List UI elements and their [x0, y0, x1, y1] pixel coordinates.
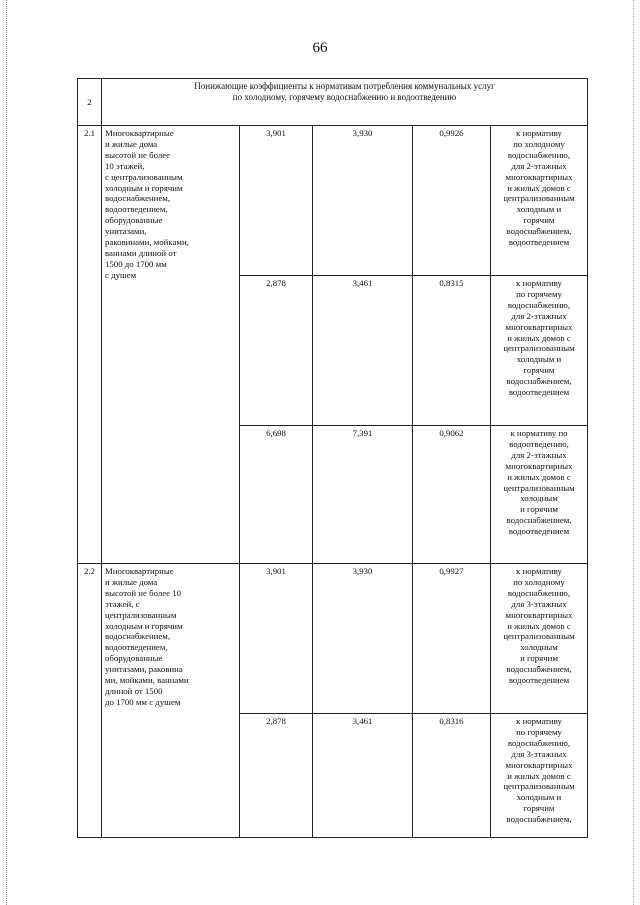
value-1: 3,901	[266, 566, 286, 576]
value-2: 3,461	[352, 278, 373, 288]
value-cell-3	[413, 276, 491, 426]
value-cell-1	[240, 564, 313, 714]
note-text: к нормативу по горячему водоснабжению, для 3-этажных многоквартирных и жилых домов с централизованным холодным и горячим водоснабжением,	[503, 716, 575, 825]
value-3: 0,8315	[439, 278, 464, 288]
value-3: 0,9927	[439, 566, 464, 576]
table-row	[78, 564, 588, 714]
table-header-row	[78, 79, 588, 126]
value-cell-1	[240, 714, 313, 838]
page-number: 66	[312, 40, 328, 56]
header-number-cell: 2	[78, 79, 102, 126]
value-cell-2	[313, 276, 413, 426]
note-cell	[491, 426, 588, 564]
section-number: 2.1	[84, 128, 95, 138]
coefficients-table	[77, 78, 588, 838]
value-cell-3	[413, 714, 491, 838]
value-3: 0,8316	[439, 716, 464, 726]
section-description-cell	[102, 564, 240, 838]
table-header-text: Понижающие коэффициенты к нормативам потребления коммунальных услуг по холодному, горячему водоснабжению и водоотведению	[194, 81, 495, 103]
value-1: 6,698	[266, 428, 286, 438]
note-text: к нормативу по горячему водоснабжению, для 2-этажных многоквартирных и жилых домов с централизованным холодным и горячим водоснабжением, водоотведением	[503, 278, 575, 398]
value-1: 2,878	[266, 716, 286, 726]
value-cell-3	[413, 564, 491, 714]
value-3: 0,9926	[439, 128, 464, 138]
table-row	[78, 126, 588, 276]
value-2: 3,930	[352, 128, 373, 138]
value-3: 0,9062	[439, 428, 464, 438]
section-number-cell	[78, 126, 102, 564]
value-cell-2	[313, 126, 413, 276]
value-cell-1	[240, 126, 313, 276]
note-cell	[491, 564, 588, 714]
table-header-cell	[102, 79, 588, 126]
value-cell-1	[240, 426, 313, 564]
value-1: 2,878	[266, 278, 286, 288]
note-cell	[491, 714, 588, 838]
note-cell	[491, 276, 588, 426]
note-text: к нормативу по холодному водоснабжению, для 3-этажных многоквартирных и жилых домов с централизованным холодным и горячим водоснабжением, водоотведением	[503, 566, 575, 686]
value-cell-2	[313, 564, 413, 714]
value-2: 3,930	[352, 566, 373, 576]
section-number-cell	[78, 564, 102, 838]
section-description: Многоквартирные и жилые дома высотой не более 10 этажей, с централизованным холодным и горячим водоснабжением, водоотведением, оборудованные унитазами, раковина ми, мойками, ваннами длиной от 1500 до 1700 мм с душем	[105, 566, 189, 707]
value-cell-2	[313, 426, 413, 564]
value-cell-3	[413, 426, 491, 564]
value-cell-2	[313, 714, 413, 838]
value-cell-1	[240, 276, 313, 426]
note-cell	[491, 126, 588, 276]
value-1: 3,901	[266, 128, 286, 138]
note-text: к нормативу по холодному водоснабжению, для 2-этажных многоквартирных и жилых домов с централизованным холодным и горячим водоснабжением, водоотведением	[503, 128, 575, 248]
note-text: к нормативу по водоотведению, для 2-этажных многоквартирных и жилых домов с централизованным холодным и горячим водоснабжением, водоотведением	[503, 428, 575, 537]
value-2: 3,461	[352, 716, 373, 726]
scan-edge-left	[6, 0, 8, 905]
value-cell-3	[413, 126, 491, 276]
value-2: 7,391	[352, 428, 373, 438]
section-description: Многоквартирные и жилые дома высотой не более 10 этажей, с централизованным холодным и горячим водоснабжением, водоотведением, оборудованные унитазами, раковинами, мойками, ваннами длиной от 1500 до 1700 мм с душем	[105, 128, 189, 280]
scan-edge-right	[633, 0, 635, 905]
section-description-cell	[102, 126, 240, 564]
section-number: 2.2	[84, 566, 95, 576]
